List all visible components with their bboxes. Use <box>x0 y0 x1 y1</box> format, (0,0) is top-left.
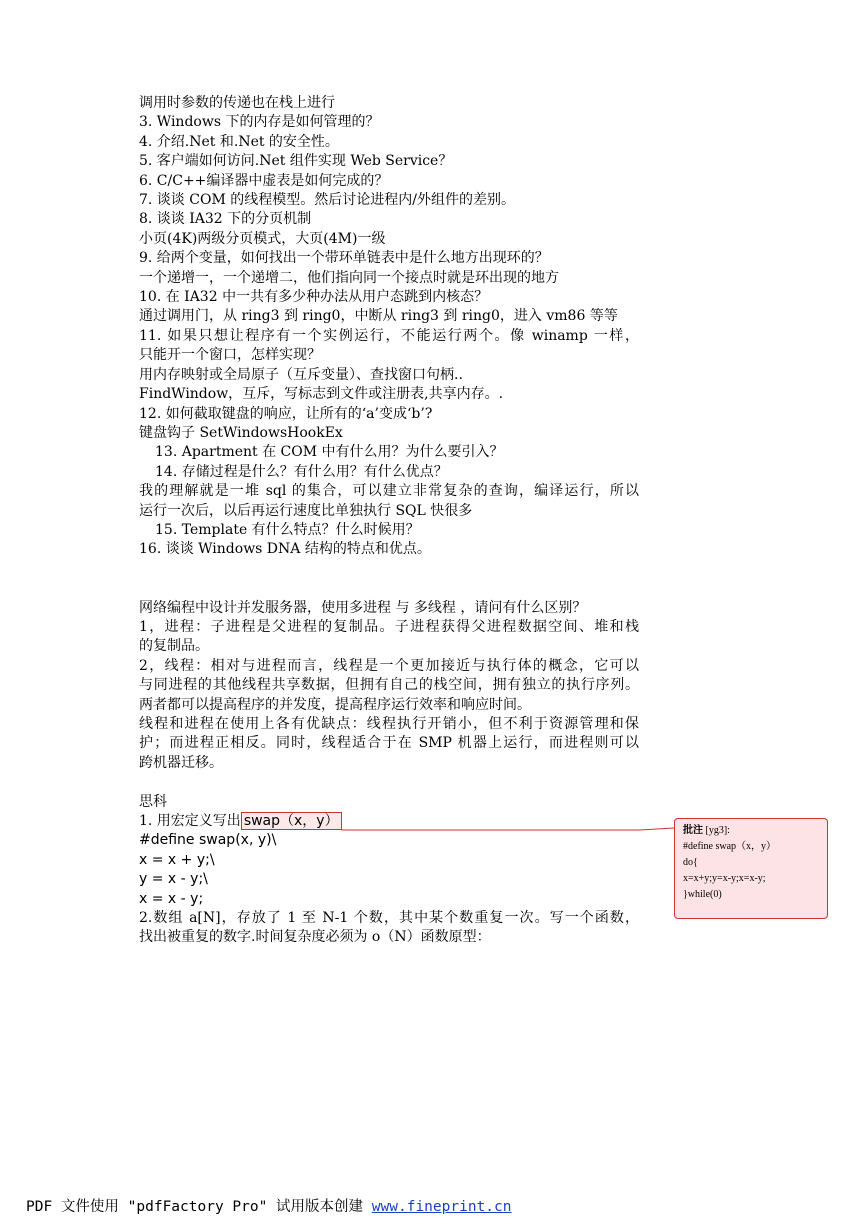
comment-line: x=x+y;y=x-y;x=x-y; <box>683 873 766 884</box>
answer-8: 小页(4K)两级分页模式，大页(4M)一级 <box>139 230 386 247</box>
sike-question-1 <box>139 812 639 831</box>
question-5: 5. 客户端如何访问.Net 组件实现 Web Service？ <box>139 153 453 170</box>
question-12: 12. 如何截取键盘的响应，让所有的‘a’变成‘b’? <box>139 405 433 422</box>
question-3: 3. Windows 下的内存是如何管理的？ <box>139 114 380 131</box>
sike-question-2-cont: 找出被重复的数字.时间复杂度必须为 o（N）函数原型： <box>139 929 491 946</box>
question-16: 16. 谈谈 Windows DNA 结构的特点和优点。 <box>139 541 431 558</box>
section-title-sike: 思科 <box>139 793 167 810</box>
network-answer-line: 线程和进程在使用上各有优缺点：线程执行开销小，但不利于资源管理和保 <box>139 715 639 732</box>
question-11-cont: 只能开一个窗口，怎样实现？ <box>139 347 321 364</box>
question-8: 8. 谈谈 IA32 下的分页机制 <box>139 211 312 228</box>
comment-label: 批注 <box>683 825 703 836</box>
answer-11-cont: FindWindow，互斥，写标志到文件或注册表,共享内存。. <box>139 386 504 403</box>
question-11: 11. 如果只想让程序有一个实例运行，不能运行两个。像 winamp 一样， <box>139 327 639 344</box>
network-question: 网络编程中设计并发服务器，使用多进程 与 多线程 ，请问有什么区别？ <box>139 599 587 616</box>
question-14: 14. 存储过程是什么？有什么用？有什么优点？ <box>155 463 448 480</box>
sike-question-2: 2.数组 a[N]，存放了 1 至 N-1 个数，其中某个数重复一次。写一个函数， <box>139 910 639 927</box>
answer-10: 通过调用门，从 ring3 到 ring0，中断从 ring3 到 ring0，进入 vm86 等等 <box>139 308 618 325</box>
network-answer-line: 2，线程：相对与进程而言，线程是一个更加接近与执行体的概念，它可以 <box>139 657 639 674</box>
code-line: #define swap(x, y)\ <box>139 832 277 849</box>
code-line: y = x - y;\ <box>139 871 208 888</box>
comment-line: #define swap（x，y） <box>683 841 777 852</box>
document-body <box>139 94 639 948</box>
spacer <box>139 773 639 792</box>
footer-link[interactable]: www.fineprint.cn <box>371 1199 512 1215</box>
comment-line: }while(0) <box>683 889 722 900</box>
answer-12: 键盘钩子 SetWindowsHookEx <box>139 424 343 441</box>
pdf-footer <box>26 1195 511 1216</box>
text-line: 调用时参数的传递也在栈上进行 <box>139 95 335 111</box>
code-line: x = x + y;\ <box>139 851 215 868</box>
network-answer-line: 与同进程的其他线程共享数据，但拥有自己的栈空间，拥有独立的执行序列。 <box>139 677 639 694</box>
comment-header <box>683 823 819 839</box>
comment-balloon[interactable] <box>674 818 828 919</box>
question-4: 4. 介绍.Net 和.Net 的安全性。 <box>139 133 339 150</box>
answer-11: 用内存映射或全局原子（互斥变量）、查找窗口句柄.. <box>139 366 463 383</box>
answer-14: 我的理解就是一堆 sql 的集合，可以建立非常复杂的查询，编译运行，所以 <box>139 483 639 500</box>
comment-line: do{ <box>683 857 698 868</box>
network-answer-line: 两者都可以提高程序的并发度，提高程序运行效率和响应时间。 <box>139 696 531 713</box>
network-answer-line: 护；而进程正相反。同时，线程适合于在 SMP 机器上运行，而进程则可以 <box>139 735 639 752</box>
question-10: 10. 在 IA32 中一共有多少种办法从用户态跳到内核态？ <box>139 289 489 306</box>
question-9: 9. 给两个变量，如何找出一个带环单链表中是什么地方出现环的？ <box>139 250 549 267</box>
question-13: 13. Apartment 在 COM 中有什么用？为什么要引入？ <box>155 444 504 461</box>
network-answer-line: 1，进程：子进程是父进程的复制品。子进程获得父进程数据空间、堆和栈 <box>139 618 639 635</box>
comment-anchor-highlight[interactable]: swap（x，y） <box>241 812 342 830</box>
spacer <box>139 560 639 599</box>
question-1-text: 1. 用宏定义写出 <box>139 813 241 829</box>
answer-14-cont: 运行一次后，以后再运行速度比单独执行 SQL 快很多 <box>139 502 473 519</box>
network-answer-line: 跨机器迁移。 <box>139 754 223 771</box>
question-6: 6. C/C++编译器中虚表是如何完成的？ <box>139 172 389 189</box>
code-line: x = x - y; <box>139 890 204 907</box>
question-15: 15. Template 有什么特点？什么时候用？ <box>155 521 420 538</box>
question-7: 7. 谈谈 COM 的线程模型。然后讨论进程内/外组件的差别。 <box>139 192 515 209</box>
footer-text: PDF 文件使用 "pdfFactory Pro" 试用版本创建 <box>26 1199 364 1215</box>
answer-9: 一个递增一，一个递增二，他们指向同一个接点时就是环出现的地方 <box>139 269 559 286</box>
network-answer-line: 的复制品。 <box>139 638 209 655</box>
comment-author: [yg3]: <box>705 825 730 836</box>
